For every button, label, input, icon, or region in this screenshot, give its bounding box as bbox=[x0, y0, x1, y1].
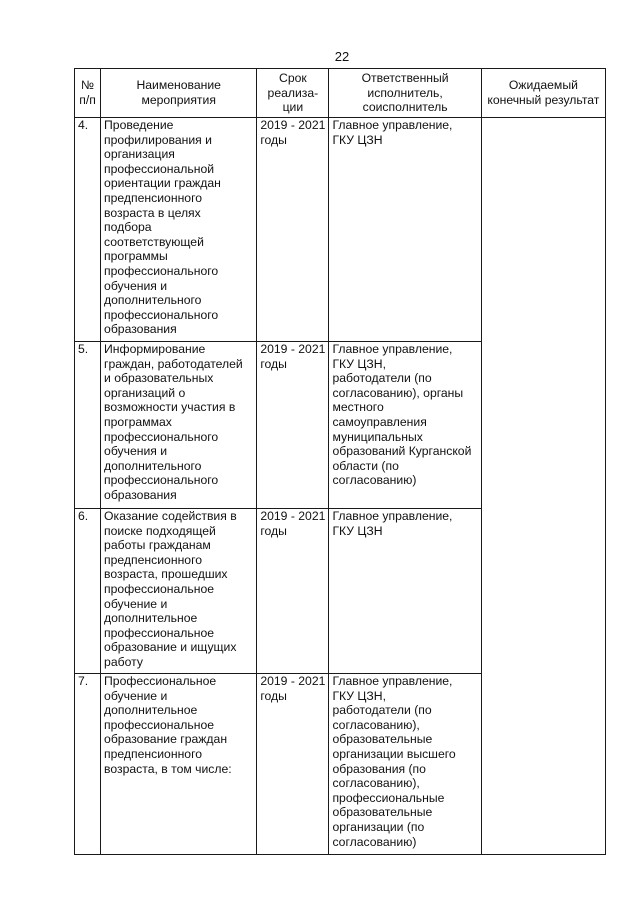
table-row bbox=[75, 118, 606, 342]
header-term: Срок реализа- ции bbox=[257, 69, 329, 118]
row-number: 5. bbox=[75, 342, 101, 509]
implementation-term: 2019 - 2021 годы bbox=[257, 342, 329, 509]
header-expected-result: Ожидаемый конечный результат bbox=[481, 69, 605, 118]
header-number: № п/п bbox=[75, 69, 101, 118]
row-number: 6. bbox=[75, 509, 101, 674]
implementation-term: 2019 - 2021 годы bbox=[257, 118, 329, 342]
responsible-executor: Главное управление, ГКУ ЦЗН bbox=[329, 118, 481, 342]
header-responsible: Ответственный исполнитель, соисполнитель bbox=[329, 69, 481, 118]
page-number: 22 bbox=[334, 49, 350, 64]
measure-name: Информирование граждан, работодателей и образовательных организаций о возможности участия в программах профессионального обучения и дополнительного профессионального образования bbox=[101, 342, 257, 509]
implementation-term: 2019 - 2021 годы bbox=[257, 674, 329, 855]
header-measure-name: Наименование мероприятия bbox=[101, 69, 257, 118]
responsible-executor: Главное управление, ГКУ ЦЗН, работодатели (по согласованию), органы местного самоуправления муниципальных образований Курганской области (по согласованию) bbox=[329, 342, 481, 509]
responsible-executor: Главное управление, ГКУ ЦЗН, работодатели (по согласованию), образовательные организации высшего образования (по согласованию), профессиональные образовательные организации (по согласованию) bbox=[329, 674, 481, 855]
measure-name: Оказание содействия в поиске подходящей работы гражданам предпенсионного возраста, прошедших профессиональное обучение и дополнительное профессиональное образование и ищущих работу bbox=[101, 509, 257, 674]
responsible-executor: Главное управление, ГКУ ЦЗН bbox=[329, 509, 481, 674]
measure-name: Профессиональное обучение и дополнительное профессиональное образование граждан предпенсионного возраста, в том числе: bbox=[101, 674, 257, 855]
expected-result-cell bbox=[481, 118, 605, 855]
row-number: 7. bbox=[75, 674, 101, 855]
implementation-term: 2019 - 2021 годы bbox=[257, 509, 329, 674]
table-header-row bbox=[75, 69, 606, 118]
measures-table bbox=[74, 68, 606, 855]
row-number: 4. bbox=[75, 118, 101, 342]
measure-name: Проведение профилирования и организация профессиональной ориентации граждан предпенсионного возраста в целях подбора соответствующей программы профессионального обучения и дополнительного профессионального образования bbox=[101, 118, 257, 342]
